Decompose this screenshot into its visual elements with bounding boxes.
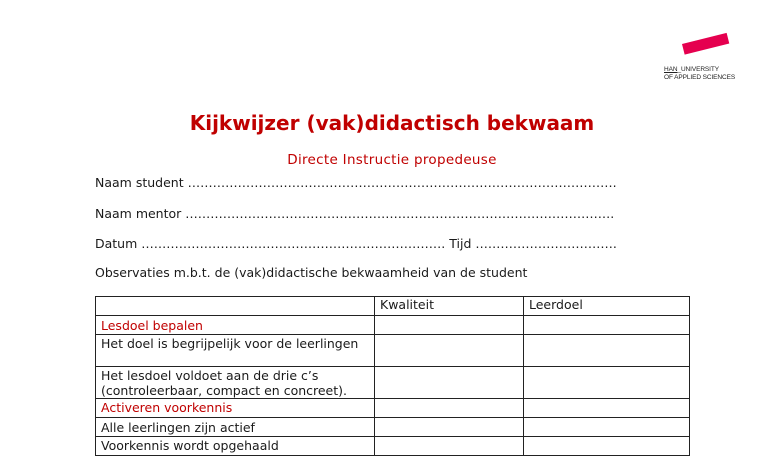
criterion-cell: Het lesdoel voldoet aan de drie c’s (controleerbaar, compact en concreet). — [96, 367, 375, 399]
kwaliteit-cell[interactable] — [375, 335, 524, 367]
logo-text-line2: OF APPLIED SCIENCES — [664, 74, 736, 81]
field-student-label: Naam student — [95, 175, 184, 190]
field-time-label: Tijd — [449, 236, 472, 251]
kwaliteit-cell[interactable] — [375, 399, 524, 418]
leerdoel-cell[interactable] — [524, 437, 690, 456]
observation-table — [95, 296, 690, 456]
leerdoel-cell[interactable] — [524, 399, 690, 418]
table-row — [96, 367, 690, 399]
document-subtitle: Directe Instructie propedeuse — [287, 152, 497, 168]
kwaliteit-cell[interactable] — [375, 437, 524, 456]
han-logo — [664, 38, 736, 84]
logo-text-line1: HAN_UNIVERSITY — [664, 66, 719, 73]
field-student-dots: …………………………………………………………………………………………. — [187, 175, 617, 190]
table-row — [96, 437, 690, 456]
logo-bar-shape — [682, 33, 729, 55]
table-row — [96, 418, 690, 437]
field-date-dots: ………………………………………………………………. — [141, 236, 446, 251]
leerdoel-cell[interactable] — [524, 367, 690, 399]
table-row — [96, 335, 690, 367]
observations-heading: Observaties m.b.t. de (vak)didactische bekwaamheid van de student — [95, 265, 528, 280]
criterion-cell: Het doel is begrijpelijk voor de leerlingen — [96, 335, 375, 367]
table-row — [96, 399, 690, 418]
leerdoel-cell[interactable] — [524, 418, 690, 437]
criterion-cell: Alle leerlingen zijn actief — [96, 418, 375, 437]
header-cell-leerdoel: Leerdoel — [524, 297, 690, 316]
criterion-cell: Voorkennis wordt opgehaald — [96, 437, 375, 456]
kwaliteit-cell[interactable] — [375, 418, 524, 437]
field-mentor[interactable] — [95, 206, 614, 221]
kwaliteit-cell[interactable] — [375, 367, 524, 399]
section-heading-cell: Activeren voorkennis — [96, 399, 375, 418]
field-mentor-label: Naam mentor — [95, 206, 182, 221]
leerdoel-cell[interactable] — [524, 316, 690, 335]
header-cell-kwaliteit: Kwaliteit — [375, 297, 524, 316]
field-mentor-dots: …………………………………………………………………………………………. — [185, 206, 615, 221]
table-header-row — [96, 297, 690, 316]
field-date-label: Datum — [95, 236, 138, 251]
kwaliteit-cell[interactable] — [375, 316, 524, 335]
section-heading-cell: Lesdoel bepalen — [96, 316, 375, 335]
field-time-dots: ……………………………. — [475, 236, 617, 251]
field-date-time[interactable] — [95, 236, 617, 251]
field-student[interactable] — [95, 175, 617, 190]
header-cell-criterion — [96, 297, 375, 316]
table-row — [96, 316, 690, 335]
document-title: Kijkwijzer (vak)didactisch bekwaam — [189, 111, 595, 135]
leerdoel-cell[interactable] — [524, 335, 690, 367]
